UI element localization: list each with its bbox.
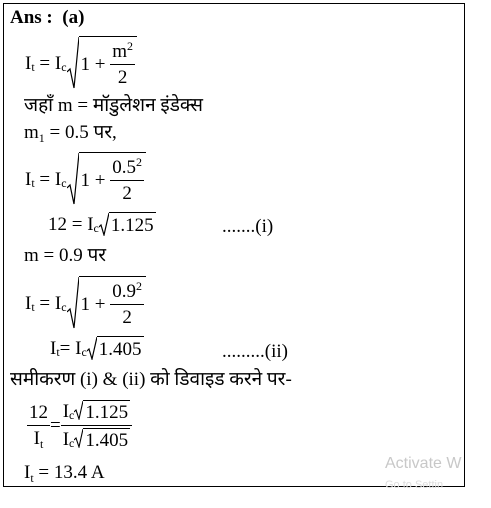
ratio-left-fraction	[27, 402, 50, 450]
activation-watermark: Activate W	[385, 455, 462, 472]
sqrt-1	[67, 36, 138, 90]
equation-4: I t = I c 1 + $\frac{0.9^2}{2}$	[25, 276, 146, 330]
result-lhs: I	[24, 462, 31, 483]
eq2-num-exp: 2	[136, 154, 143, 169]
equation-5	[50, 336, 144, 360]
eq1-num: m	[112, 40, 128, 62]
eq5-left: I	[50, 337, 57, 359]
eq4-fraction	[110, 278, 144, 329]
eq5-left-sub: t	[56, 345, 60, 359]
eq3-sub: c	[93, 221, 99, 235]
eq4-lhs: I	[25, 292, 32, 314]
ratio-den-root: 1.405	[85, 429, 129, 451]
equation-2: I t = I c 1 + $\frac{0.5^2}{2}$	[25, 152, 146, 206]
eq2-fraction	[110, 154, 144, 205]
m2-line: m = 0.9 पर	[24, 245, 107, 266]
sqrt-4	[67, 276, 146, 330]
eq4-rhs: I	[54, 292, 62, 314]
eq1-fraction	[110, 38, 135, 89]
eq2-num: 0.5	[112, 156, 137, 178]
sqrt-ratio-num	[74, 400, 130, 424]
eq2-den: 2	[122, 182, 132, 204]
eq1-rhs: I	[54, 52, 62, 74]
eq5-root: 1.405	[97, 336, 144, 360]
sqrt-ratio-den	[74, 428, 130, 452]
eq1-one-plus: 1 +	[80, 54, 106, 75]
eq4-den: 2	[122, 306, 132, 328]
eq5-mid-sub: c	[81, 345, 87, 359]
ratio-den-right: I	[62, 428, 70, 450]
eq5-tag: .........(ii)	[222, 341, 288, 362]
eq3-root: 1.125	[109, 212, 156, 236]
eq2-rhs-sub: c	[61, 176, 67, 190]
where-text: जहाँ m = मॉडुलेशन इंडेक्स	[24, 95, 203, 116]
eq2-lhs: I	[25, 168, 32, 190]
ratio-den-right-sub: c	[69, 435, 75, 450]
answer-option: (a)	[62, 7, 85, 28]
sqrt-2	[67, 152, 146, 206]
ratio-equation: $\frac{12}{I_t}$ = I c 1.125 I c 1.405	[27, 400, 132, 452]
eq1-lhs-sub: t	[31, 60, 35, 74]
eq4-num-exp: 2	[136, 278, 143, 293]
answer-label: Ans :	[10, 7, 53, 28]
activation-watermark-sub: Go to Settin	[385, 479, 444, 491]
ratio-num-left: 12	[27, 402, 50, 426]
eq1-lhs: I	[25, 52, 32, 74]
result-line	[24, 462, 105, 485]
eq3-left: 12 = I	[48, 213, 94, 235]
eq5-mid: = I	[59, 337, 82, 359]
result-rest: = 13.4 A	[33, 462, 105, 483]
result-sub: t	[30, 471, 34, 485]
divide-text: समीकरण (i) & (ii) को डिवाइड करने पर-	[10, 369, 292, 390]
m1-rest: = 0.5 पर,	[44, 122, 117, 143]
eq1-rhs-sub: c	[61, 60, 67, 74]
ratio-num-root: 1.125	[85, 402, 129, 423]
sqrt-3	[99, 212, 156, 236]
ratio-den-left: I	[33, 427, 40, 449]
ratio-right-fraction	[61, 400, 132, 452]
answer-header	[10, 8, 84, 27]
eq4-one-plus: 1 +	[80, 294, 106, 315]
equation-1: I t = I c 1 + $\frac{m^2}{2}$	[25, 36, 137, 90]
eq4-num: 0.9	[112, 280, 137, 302]
eq4-rhs-sub: c	[61, 300, 67, 314]
ratio-num-right: I	[62, 401, 70, 422]
m1-line	[24, 122, 117, 145]
eq2-rhs: I	[54, 168, 62, 190]
eq2-lhs-sub: t	[31, 176, 35, 190]
eq1-den: 2	[117, 66, 128, 88]
eq4-lhs-sub: t	[31, 300, 35, 314]
ratio-num-right-sub: c	[69, 408, 75, 423]
equation-3	[48, 212, 156, 236]
ratio-den-left-sub: t	[39, 436, 44, 451]
eq3-tag: .......(i)	[222, 216, 274, 237]
sqrt-5	[87, 336, 144, 360]
m1-text: m	[24, 122, 39, 143]
eq1-num-exp: 2	[127, 38, 134, 53]
eq2-one-plus: 1 +	[80, 170, 106, 191]
m1-sub: 1	[38, 131, 45, 145]
